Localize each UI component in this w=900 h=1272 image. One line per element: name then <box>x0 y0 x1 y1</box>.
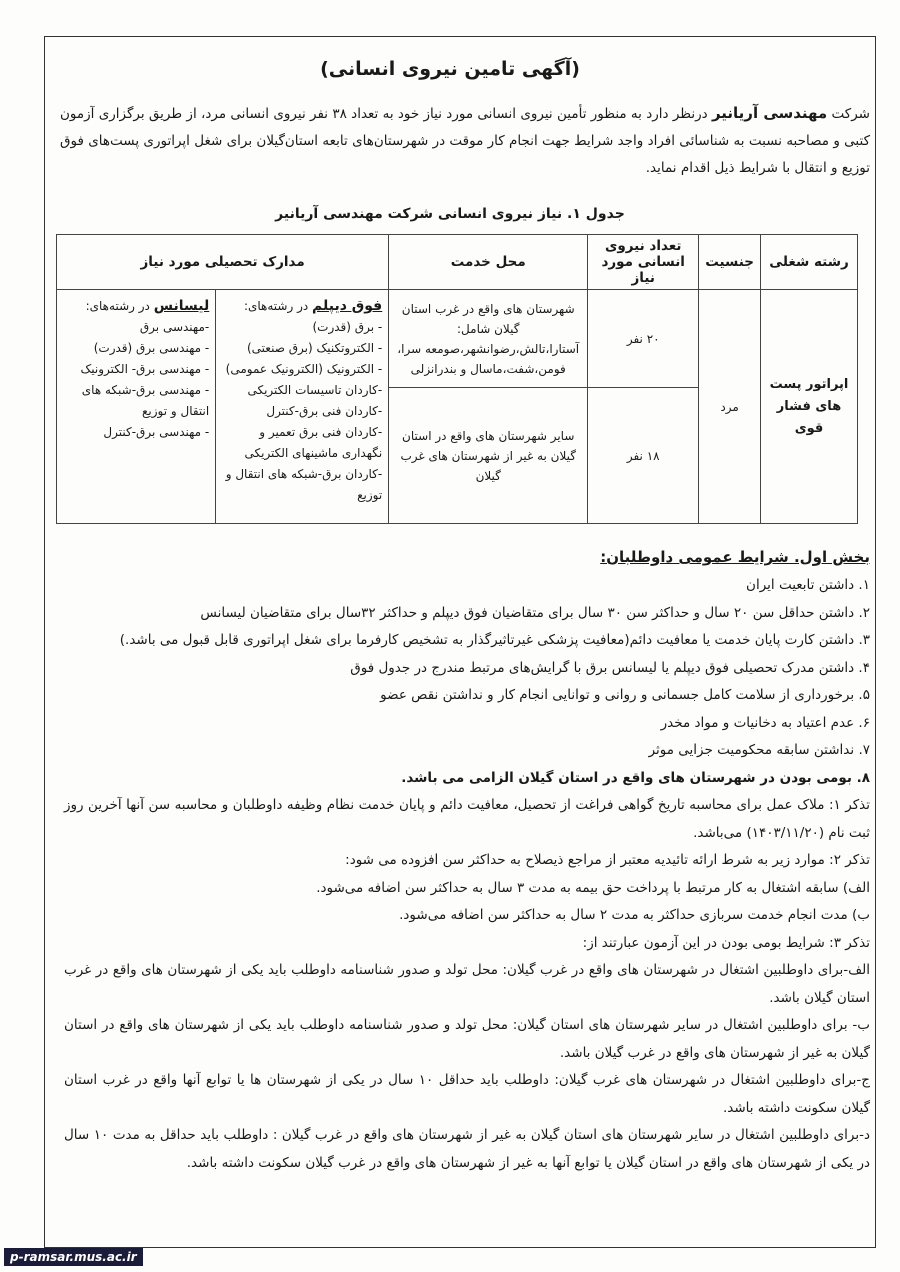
list-item: ۴. داشتن مدرک تحصیلی فوق دیپلم یا لیسانس برق با گرایش‌های مرتبط مندرج در جدول فوق <box>350 659 870 676</box>
requirements-table <box>56 234 858 524</box>
gender-cell: مرد <box>699 290 761 524</box>
list-item: -مهندسی برق <box>139 320 210 334</box>
diploma-cell <box>216 290 389 524</box>
list-item: د-برای داوطلبین اشتغال در سایر شهرستان های استان گیلان به غیر از شهرستان های واقع در غرب گیلان : داوطلب باید حداقل به مدت ۱۰ سال در یکی از شهرستان های واقع در استان گیلان یا توابع آنها به غیر از شهرستان های واقع در غرب گیلان سکونت داشته باشد. <box>64 1127 870 1171</box>
location-cities: آستارا،تالش،رضوانشهر،صومعه سرا، فومن،شفت،ماسال و بندرانزلی <box>397 341 580 376</box>
table-header-row <box>57 235 858 290</box>
header-gender: جنسیت <box>699 235 761 290</box>
intro-prefix: شرکت <box>827 106 870 122</box>
location-cell <box>389 290 588 388</box>
header-job: رشته شغلی <box>761 235 858 290</box>
header-degrees: مدارک تحصیلی مورد نیاز <box>57 235 389 290</box>
site-watermark: p-ramsar.mus.ac.ir <box>4 1248 143 1266</box>
list-item: ۲. داشتن حداقل سن ۲۰ سال و حداکثر سن ۳۰ سال برای متقاضیان فوق دیپلم و حداکثر ۳۲سال برای متقاضیان لیسانس <box>200 604 870 621</box>
bachelor-cell <box>57 290 216 524</box>
note: تذکر ۳: شرایط بومی بودن در این آزمون عبارتند از: <box>582 934 870 951</box>
list-item: - مهندسی برق- الکترونیک <box>80 362 210 376</box>
list-item: الف-برای داوطلبین اشتغال در شهرستان های واقع در غرب گیلان: محل تولد و صدور شناسنامه داوطلب باید یکی از شهرستان های واقع در غرب استان گیلان باشد. <box>64 962 870 1006</box>
list-item: - مهندسی برق (قدرت) <box>93 341 210 355</box>
list-item: ۶. عدم اعتیاد به دخانیات و مواد مخدر <box>660 714 870 731</box>
conditions-list <box>64 572 870 1177</box>
diploma-suffix: در رشته‌های: <box>243 299 313 313</box>
list-item: - الکترونیک (الکترونیک عمومی) <box>225 362 383 376</box>
list-item: ۱. داشتن تابعیت ایران <box>746 577 870 593</box>
header-count: تعداد نیروی انسانی مورد نیاز <box>588 235 699 290</box>
list-item: ج-برای داوطلبین اشتغال در شهرستان های غرب گیلان: داوطلب باید حداقل ۱۰ سال در یکی از شهرستان ها یا توابع آنها واقع در غرب استان گیلان سکونت داشته باشد. <box>64 1072 870 1116</box>
count-cell: ۱۸ نفر <box>588 388 699 524</box>
company-name: مهندسی آریانیر <box>711 104 828 122</box>
list-item: ۵. برخورداری از سلامت کامل جسمانی و روانی و توانایی انجام کار و نداشتن نقص عضو <box>380 687 870 703</box>
diploma-heading: فوق دیپلم <box>312 298 383 314</box>
list-item: الف) سابقه اشتغال به کار مرتبط با پرداخت حق بیمه به مدت ۳ سال به حداکثر سن اضافه می‌شود. <box>316 879 870 896</box>
bachelor-suffix: در رشته‌های: <box>85 299 154 313</box>
note: تذکر ۲: موارد زیر به شرط ارائه تائیدیه معتبر از مراجع ذیصلاح به حداکثر سن افزوده می شود: <box>345 852 870 868</box>
header-location: محل خدمت <box>389 235 588 290</box>
list-item: - برق (قدرت) <box>312 320 383 334</box>
intro-text: درنظر دارد به منظور تأمین نیروی انسانی مورد نیاز خود به تعداد ۳۸ نفر نیروی انسانی مرد، از طریق برگزاری آزمون کتبی و مصاحبه نسبت به شناسائی افراد واجد شرایط جهت انجام کار موقت در شهرستان‌های تابعه استان‌گیلان برای شغل اپراتوری پست‌های فوق توزیع و انتقال با شرایط ذیل اقدام نماید. <box>60 106 870 176</box>
job-cell: اپراتور پست های فشار قوی <box>761 290 858 524</box>
list-item: -کاردان فنی برق تعمیر و نگهداری ماشینهای الکتریکی <box>244 425 383 460</box>
list-item: ۳. داشتن کارت پایان خدمت یا معافیت دائم(معافیت پزشکی غیرتاثیرگذار به تشخیص کارفرما برای شغل اپراتوری قابل قبول می باشد.) <box>119 632 870 648</box>
list-item: ۷. نداشتن سابقه محکومیت جزایی موثر <box>648 742 870 758</box>
list-item: ب) مدت انجام خدمت سربازی حداکثر به مدت ۲ سال به حداکثر سن اضافه می‌شود. <box>399 907 870 923</box>
section-title: بخش اول. شرایط عمومی داوطلبان: <box>600 548 870 566</box>
list-item: -کاردان تاسیسات الکتریکی <box>247 383 383 397</box>
intro-paragraph <box>60 100 870 182</box>
list-item: -کاردان فنی برق-کنترل <box>266 404 383 418</box>
list-item: ب- برای داوطلبین اشتغال در سایر شهرستان های استان گیلان: محل تولد و صدور شناسنامه داوطلب باید یکی از شهرستان های واقع در استان گیلان به غیر از شهرستان های واقع در غرب گیلان باشد. <box>64 1017 870 1061</box>
list-item: - مهندسی برق-کنترل <box>103 425 210 439</box>
bachelor-heading: لیسانس <box>153 298 210 314</box>
list-item: - مهندسی برق-شبکه های انتقال و توزیع <box>81 383 210 418</box>
list-item: ۸. بومی بودن در شهرستان های واقع در استان گیلان الزامی می باشد. <box>401 769 870 786</box>
location-line: سایر شهرستان های واقع در استان گیلان به غیر از شهرستان های غرب گیلان <box>400 428 576 483</box>
note: تذکر ۱: ملاک عمل برای محاسبه تاریخ گواهی فراغت از تحصیل، معافیت دائم و پایان خدمت نظام وظیفه داوطلبان و محاسبه سن آنها آخرین روز ثبت نام (۱۴۰۳/۱۱/۲۰) می‌باشد. <box>64 797 870 841</box>
location-line: شهرستان های واقع در غرب استان گیلان شامل: <box>401 301 575 336</box>
list-item: - الکتروتکنیک (برق صنعتی) <box>246 341 383 355</box>
table-row <box>57 290 858 388</box>
table-title: جدول ۱. نیاز نیروی انسانی شرکت مهندسی آریانیر <box>275 206 625 222</box>
list-item: -کاردان برق-شبکه های انتقال و توزیع <box>225 467 383 502</box>
location-cell <box>389 388 588 524</box>
page-title: (آگهی تامین نیروی انسانی) <box>320 58 580 80</box>
count-cell: ۲۰ نفر <box>588 290 699 388</box>
